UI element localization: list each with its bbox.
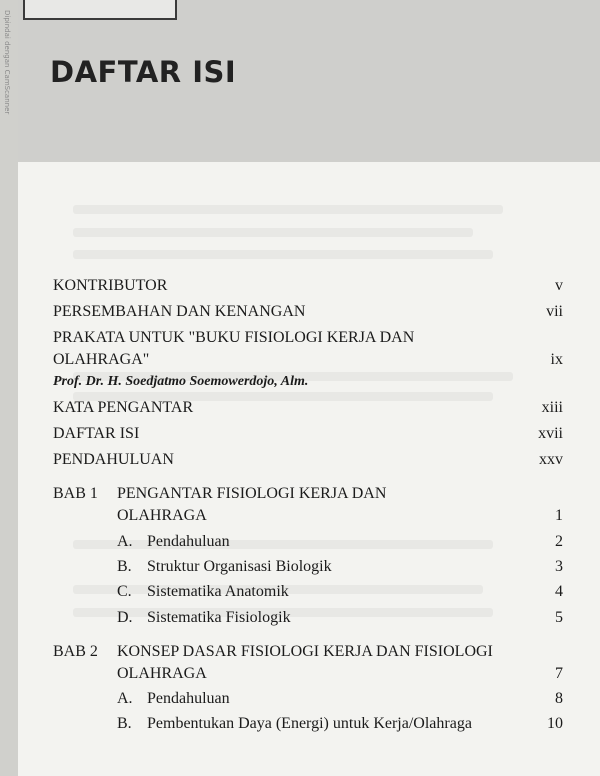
section-letter: D. xyxy=(117,609,133,626)
section-page: 2 xyxy=(555,533,563,550)
chapter-page: 7 xyxy=(555,665,563,682)
section-letter: A. xyxy=(117,690,133,707)
section-letter: A. xyxy=(117,533,133,550)
section-title: Struktur Organisasi Biologik xyxy=(147,558,332,575)
chapter-title: PENGANTAR FISIOLOGI KERJA DAN xyxy=(117,485,387,502)
toc-entry-label: KATA PENGANTAR xyxy=(53,399,194,416)
toc-entry-label: PRAKATA UNTUK "BUKU FISIOLOGI KERJA DAN xyxy=(53,329,415,346)
section-title: Pendahuluan xyxy=(147,533,230,550)
section-letter: B. xyxy=(117,715,132,732)
section-letter: B. xyxy=(117,558,132,575)
chapter-number: BAB 1 xyxy=(53,485,98,502)
scanner-margin xyxy=(0,0,18,776)
toc-entry-page: xvii xyxy=(538,425,563,442)
section-page: 10 xyxy=(547,715,563,732)
chapter-title: OLAHRAGA xyxy=(117,665,207,682)
toc-entry-page: ix xyxy=(550,351,563,368)
section-title: Pendahuluan xyxy=(147,690,230,707)
section-title: Sistematika Anatomik xyxy=(147,583,289,600)
toc-entry-page: xxv xyxy=(539,451,563,468)
toc-entry-page: xiii xyxy=(541,399,563,416)
section-title: Pembentukan Daya (Energi) untuk Kerja/Olahraga xyxy=(147,715,472,732)
table-of-contents xyxy=(18,0,600,776)
chapter-title: KONSEP DASAR FISIOLOGI KERJA DAN FISIOLOGI xyxy=(117,643,493,660)
section-title: Sistematika Fisiologik xyxy=(147,609,291,626)
toc-entry-label: PENDAHULUAN xyxy=(53,451,174,468)
chapter-title: OLAHRAGA xyxy=(117,507,207,524)
toc-entry-label: KONTRIBUTOR xyxy=(53,277,168,294)
toc-entry-label: OLAHRAGA" xyxy=(53,351,150,368)
page-title: DAFTAR ISI xyxy=(50,55,237,89)
toc-entry-label: PERSEMBAHAN DAN KENANGAN xyxy=(53,303,306,320)
section-page: 4 xyxy=(555,583,563,600)
section-page: 5 xyxy=(555,609,563,626)
section-letter: C. xyxy=(117,583,132,600)
author-name: Prof. Dr. H. Soedjatmo Soemowerdojo, Alm. xyxy=(53,374,309,389)
section-page: 3 xyxy=(555,558,563,575)
toc-entry-label: DAFTAR ISI xyxy=(53,425,140,442)
chapter-number: BAB 2 xyxy=(53,643,98,660)
toc-entry-page: v xyxy=(555,277,563,294)
section-page: 8 xyxy=(555,690,563,707)
document-page xyxy=(18,0,600,776)
toc-entry-page: vii xyxy=(546,303,563,320)
chapter-page: 1 xyxy=(555,507,563,524)
scanner-watermark: Dipindai dengan CamScanner xyxy=(3,10,11,115)
